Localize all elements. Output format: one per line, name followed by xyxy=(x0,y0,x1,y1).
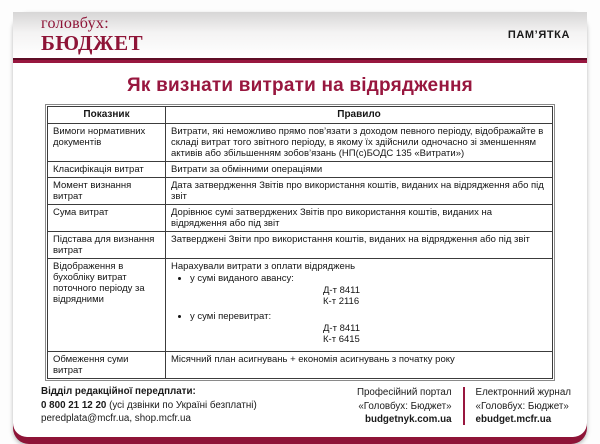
phone-line xyxy=(41,399,357,413)
logo-line2: БЮДЖЕТ xyxy=(41,31,144,55)
portal-block xyxy=(357,385,452,427)
indicator-cell: Сума витрат xyxy=(48,204,166,231)
expenses-table xyxy=(47,106,553,379)
portal-line2: «Головбух: Бюджет» xyxy=(358,400,452,412)
credit-entry: К-т 2116 xyxy=(323,295,360,307)
credit-entry: К-т 6415 xyxy=(323,333,360,345)
accounting-item-label: у сумі перевитрат: xyxy=(190,310,272,322)
journal-line2: «Головбух: Бюджет» xyxy=(475,400,569,412)
brand-logo xyxy=(41,16,143,54)
portal-url: budgetnyk.com.ua xyxy=(364,414,452,426)
indicator-cell: Момент визнання витрат xyxy=(48,177,166,204)
page-title: Як визнати витрати на відрядження xyxy=(127,75,473,96)
column-header-rule: Правило xyxy=(166,107,553,124)
rule-cell: Затверджені Звіти про використання коштів, виданих на відрядження або під звіт xyxy=(166,231,553,258)
indicator-cell: Класифікація витрат xyxy=(48,161,166,177)
portal-line1: Професійний портал xyxy=(356,386,452,398)
table-row xyxy=(48,231,553,258)
debit-entry: Д-т 8411 xyxy=(323,322,361,334)
indicator-cell: Відображення в бухобліку витрат поточного періоду за відрядними xyxy=(48,258,166,351)
column-header-indicator: Показник xyxy=(48,107,166,124)
rule-cell-accounting xyxy=(166,258,553,351)
journal-line1: Електронний журнал xyxy=(475,386,571,398)
debit-entry: Д-т 8411 xyxy=(323,284,361,296)
contact-emails: peredplata@mcfr.ua, shop.mcfr.ua xyxy=(41,413,191,425)
posting-entries xyxy=(323,323,547,345)
posting-entries xyxy=(323,285,547,307)
rule-cell: Дорівнює сумі затверджених Звітів про використання коштів, виданих на відрядження або під звіт xyxy=(166,204,553,231)
footer xyxy=(13,379,587,437)
subscription-label: Відділ редакційної передплати: xyxy=(41,385,196,397)
logo-line1: головбух: xyxy=(41,15,109,32)
journal-url: ebudget.mcfr.ua xyxy=(475,414,552,426)
table-header-row xyxy=(48,107,553,124)
table-row xyxy=(48,351,553,378)
memo-card-ribbon xyxy=(13,12,587,444)
footer-divider xyxy=(463,387,465,425)
rule-cell: Витрати, які неможливо прямо пов’язати з доходом певного періоду, відображайте в складі витрат того звітного періоду, в якому їх здійснили одночасно зі зменшенням активів або збільшенням зобов’язань (НП(с)БОДС 135 «Витрати») xyxy=(166,123,553,161)
accounting-item xyxy=(190,311,547,345)
phone-note: (усі дзвінки по Україні безплатні) xyxy=(106,399,257,411)
indicator-cell: Обмеження суми витрат xyxy=(48,351,166,378)
rule-cell: Дата затвердження Звітів про використання коштів, виданих на відрядження або під звіт xyxy=(166,177,553,204)
rule-cell: Місячний план асигнувань + економія асигнувань з початку року xyxy=(166,351,553,378)
table-row xyxy=(48,161,553,177)
indicator-cell: Підстава для визнання витрат xyxy=(48,231,166,258)
rule-cell: Витрати за обмінними операціями xyxy=(166,161,553,177)
table-row xyxy=(48,177,553,204)
subscription-block xyxy=(41,385,357,427)
memo-badge: ПАМ’ЯТКА xyxy=(507,29,570,41)
footer-links xyxy=(357,385,571,427)
accounting-intro: Нарахували витрати з оплати відряджень xyxy=(171,260,356,272)
table-row xyxy=(48,204,553,231)
header xyxy=(13,12,587,58)
memo-card xyxy=(13,12,587,437)
journal-block xyxy=(476,385,571,427)
table-row-accounting xyxy=(48,258,553,351)
phone-number: 0 800 21 12 20 xyxy=(41,399,107,411)
accounting-item-label: у сумі виданого авансу: xyxy=(190,272,294,284)
table-row xyxy=(48,123,553,161)
accounting-list xyxy=(171,273,547,345)
indicator-cell: Вимоги нормативних документів xyxy=(48,123,166,161)
accounting-item xyxy=(190,273,547,307)
